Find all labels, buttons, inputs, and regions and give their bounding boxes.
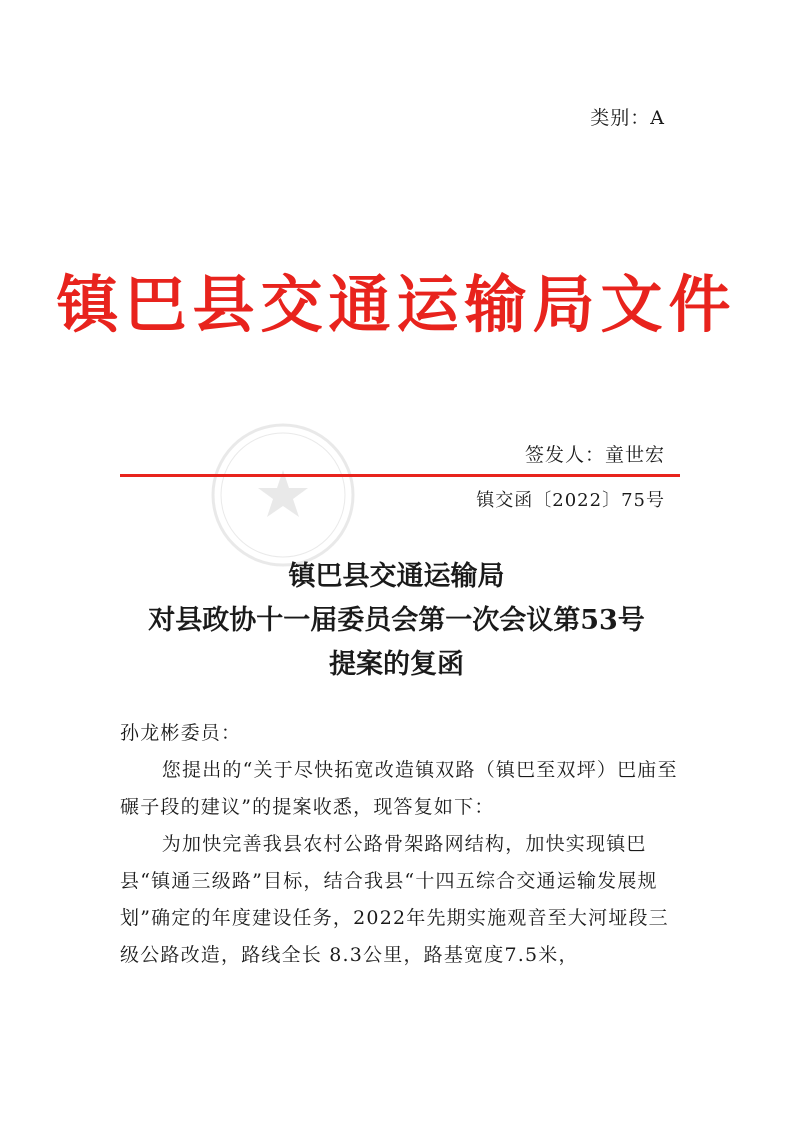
body-paragraph-1: 您提出的“关于尽快拓宽改造镇双路（镇巴至双坪）巴庙至碾子段的建议”的提案收悉，现答复如下： [120, 759, 678, 818]
document-title-line-3: 提案的复函 [329, 649, 464, 680]
document-title-line-1: 镇巴县交通运输局 [288, 561, 505, 592]
category-label: 类别：A [590, 107, 665, 129]
salutation: 孙龙彬委员： [120, 722, 242, 744]
document-body [120, 715, 680, 974]
official-seal-watermark [208, 420, 358, 570]
body-paragraph-2: 为加快完善我县农村公路骨架路网结构，加快实现镇巴县“镇通三级路”目标，结合我县“十四五综合交通运输发展规划”确定的年度建设任务，2022年先期实施观音至大河垭段三级公路改造，路线全长 8.3公里，路基宽度7.5米， [120, 833, 669, 966]
document-title [0, 555, 793, 687]
header-title: 镇巴县交通运输局文件 [56, 268, 737, 341]
red-divider-line [120, 474, 680, 477]
document-number: 镇交函〔2022〕75号 [476, 490, 665, 511]
document-title-line-2: 对县政协十一届委员会第一次会议第53号 [148, 605, 645, 636]
signer-label: 签发人：童世宏 [524, 444, 665, 466]
